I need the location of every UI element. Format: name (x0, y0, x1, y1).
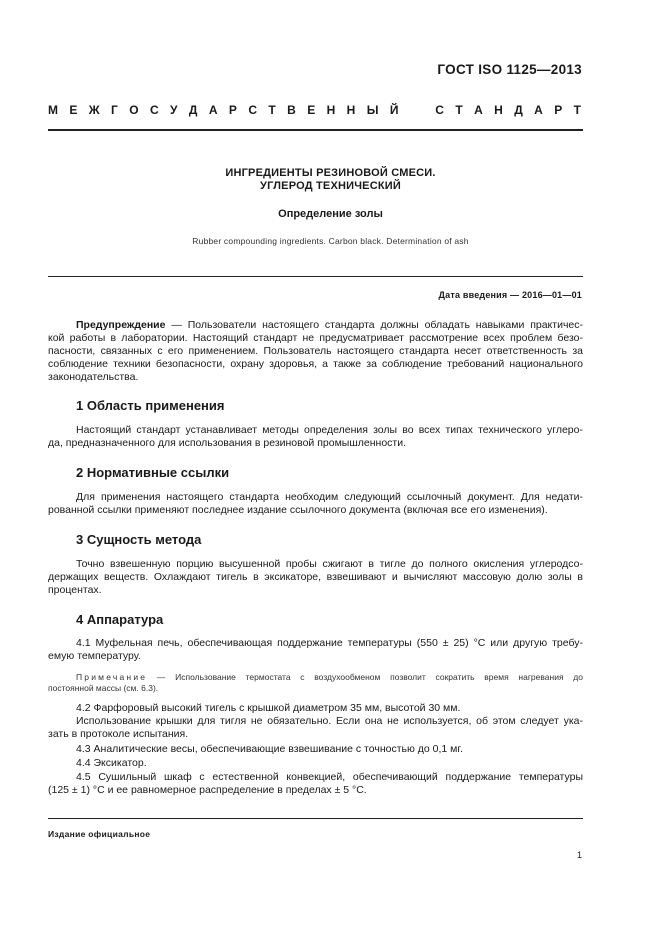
standard-letter: А (474, 103, 483, 117)
item-4-1-line-0: 4.1 Муфельная печь, обеспечивающая поддержание температуры (550 ± 25) °С или другую требу- (76, 637, 583, 649)
interstate-letter: Н (326, 103, 336, 117)
item-4-4-line: 4.4 Эксикатор. (76, 757, 147, 769)
section-3-heading: 3 Сущность метода (76, 532, 202, 547)
top-divider (48, 129, 583, 131)
interstate-letter: Е (307, 103, 316, 117)
item-4-2-line-1: Использование крышки для тигля не обязательно. Если она не используется, об этом следует ука- (76, 715, 583, 727)
standard-code: ГОСТ ISO 1125—2013 (437, 62, 582, 77)
section-3-line-1: держащих веществ. Охлаждают тигель в эксикаторе, взвешивают и вычисляют массовую долю золы в (48, 571, 583, 583)
item-4-5-line-1: (125 ± 1) °С и ее равномерное распределение в пределах ± 5 °С. (48, 784, 367, 796)
section-2-line-0: Для применения настоящего стандарта необходим следующий ссылочный документ. Для недати- (76, 491, 583, 503)
section-1-line-1: да, предназначенного для использования в резиновой промышленности. (48, 437, 407, 449)
section-3-body (48, 558, 583, 597)
warning-line-3: соблюдение техники безопасности, охрану здоровья, а также за соблюдение требований национального (48, 358, 583, 370)
standard-letter: Т (573, 103, 581, 117)
interstate-letter: Й (389, 103, 399, 117)
item-4-3 (48, 743, 583, 756)
standard-letter: С (435, 103, 444, 117)
item-4-5 (48, 771, 583, 797)
interstate-letter: В (287, 103, 296, 117)
interstate-letter: С (149, 103, 159, 117)
interstate-letter: С (248, 103, 257, 117)
note-label: Примечание (76, 672, 148, 682)
interstate-letter: Е (69, 103, 78, 117)
section-1-line-0: Настоящий стандарт устанавливает методы определения золы во всех типах технического углеро- (76, 424, 583, 436)
section-1-heading: 1 Область применения (76, 398, 225, 413)
interstate-letter: Ы (366, 103, 379, 117)
interstate-letter: М (48, 103, 58, 117)
footer-divider (48, 818, 583, 819)
item-4-4 (48, 757, 583, 770)
title-divider (48, 276, 583, 277)
page-number: 1 (576, 850, 582, 860)
standard-letter: Т (455, 103, 463, 117)
note-first-line (48, 672, 583, 683)
document-title-line2: УГЛЕРОД ТЕХНИЧЕСКИЙ (260, 180, 401, 192)
standard-letter: Д (514, 103, 523, 117)
official-edition-label: Издание официальное (48, 829, 151, 839)
warning-line-2: пасности, связанных с его применением. Пользователь настоящего стандарта несет ответственность за (48, 345, 583, 357)
note-line-0: — Использование термостата с воздухообменом позволит сократить время нагревания до (147, 672, 583, 682)
document-title-line1: ИНГРЕДИЕНТЫ РЕЗИНОВОЙ СМЕСИ. (225, 167, 436, 179)
standard-letter: Р (554, 103, 563, 117)
note-block (48, 672, 583, 694)
warning-line-4: законодательства. (48, 371, 139, 383)
item-4-1-line-1: емую температуру. (48, 650, 141, 662)
section-2-body (48, 491, 583, 517)
warning-first-line (48, 319, 583, 332)
item-4-3-line: 4.3 Аналитические весы, обеспечивающие взвешивание с точностью до 0,1 мг. (76, 743, 463, 755)
item-4-2-line-0: 4.2 Фарфоровый высокий тигель с крышкой диаметром 35 мм, высотой 30 мм. (76, 702, 461, 714)
section-3-line-2: процентах. (48, 584, 102, 596)
section-2-heading: 2 Нормативные ссылки (76, 465, 230, 480)
interstate-letter: Д (188, 103, 198, 117)
interstate-letter: О (129, 103, 139, 117)
section-3-line-0: Точно взвешенную порцию высушенной пробы сжигают в тигле до полного окисления углеродсо- (76, 558, 583, 570)
warning-label: Предупреждение (76, 319, 166, 331)
warning-line-0: — Пользователи настоящего стандарта должны обладать навыками практичес- (165, 319, 583, 331)
interstate-letter: Т (268, 103, 276, 117)
banner-word-gap (410, 103, 424, 117)
section-1-body (48, 424, 583, 450)
interstate-letter: Р (228, 103, 237, 117)
item-4-2-line-2: зать в протоколе испытания. (48, 728, 189, 740)
interstate-letter: А (208, 103, 218, 117)
document-subtitle: Определение золы (278, 208, 383, 220)
interstate-letter: Г (111, 103, 118, 117)
interstate-letter: Н (346, 103, 356, 117)
item-4-2 (48, 702, 583, 741)
warning-paragraph (48, 319, 583, 384)
standard-letter: А (534, 103, 543, 117)
english-title: Rubber compounding ingredients. Carbon black. Determination of ash (192, 236, 469, 246)
interstate-letter: Ж (88, 103, 100, 117)
warning-line-1: кой работы в лаборатории. Настоящий стандарт не предусматривает рассмотрение всех проблем безо- (48, 332, 583, 344)
standard-letter: Н (494, 103, 503, 117)
effective-date: Дата введения — 2016—01—01 (438, 290, 582, 300)
item-4-5-line-0: 4.5 Сушильный шкаф с естественной конвекцией, обеспечивающий поддержание температуры (76, 771, 583, 783)
section-4-heading: 4 Аппаратура (76, 612, 164, 627)
interstate-letter: У (170, 103, 178, 117)
interstate-standard-banner (48, 103, 581, 117)
section-2-line-1: рованной ссылки применяют последнее издание ссылочного документа (включая все его изменения). (48, 504, 548, 516)
item-4-1 (48, 637, 583, 663)
note-line-1: постоянной массы (см. 6.3). (48, 683, 159, 693)
